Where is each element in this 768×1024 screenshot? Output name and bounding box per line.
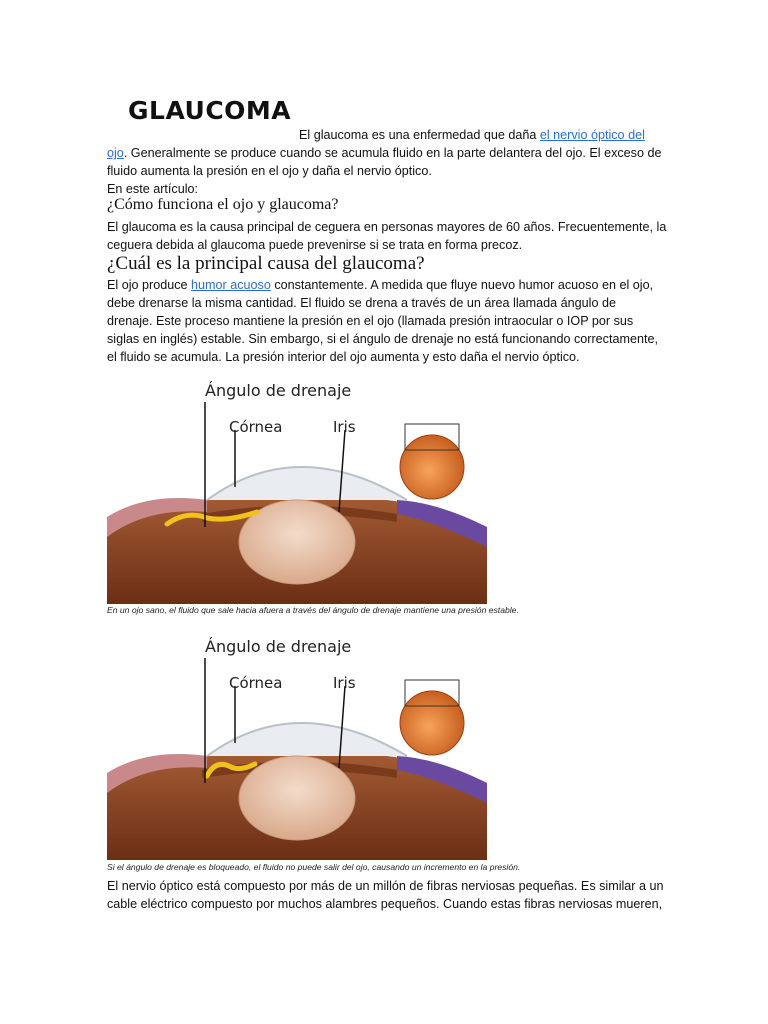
eye-illustration	[107, 372, 487, 604]
eye-link[interactable]: ojo	[107, 146, 124, 160]
label-cornea: Córnea	[229, 674, 283, 692]
aqueous-humor-link[interactable]: humor acuoso	[191, 278, 271, 292]
label-iris: Iris	[333, 674, 356, 692]
label-drainage-angle: Ángulo de drenaje	[205, 381, 352, 400]
optic-nerve-link[interactable]: el nervio óptico del	[539, 128, 645, 142]
intro-line-3: fluido aumenta la presión en el ojo y daña el nervio óptico.	[107, 164, 432, 178]
intro-text: El glaucoma es una enfermedad que daña	[299, 128, 540, 142]
label-iris: Iris	[333, 418, 356, 436]
section2-line-5: el fluido se acumula. La presión interior del ojo aumenta y esto daña el nervio óptico.	[107, 350, 580, 364]
eye-diagram-blocked	[107, 628, 487, 860]
section2-line-2: debe drenarse la misma cantidad. El fluido se drena a través de un área llamada ángulo de	[107, 296, 616, 310]
cornea-shape	[207, 467, 407, 500]
closing-line-2: cable eléctrico compuesto por muchos alambres pequeños. Cuando estas fibras nerviosas mueren,	[107, 897, 663, 911]
label-drainage-angle: Ángulo de drenaje	[205, 637, 352, 656]
section-heading-main-cause: ¿Cuál es la principal causa del glaucoma?	[107, 253, 425, 274]
page-title: GLAUCOMA	[128, 96, 292, 125]
section2-line-4: siglas en inglés) estable. Sin embargo, si el ángulo de drenaje no está funcionando correctamente,	[107, 332, 658, 346]
label-cornea: Córnea	[229, 418, 283, 436]
figure2-caption: Si el ángulo de drenaje es bloqueado, el fluido no puede salir del ojo, causando un incremento en la presión.	[107, 862, 521, 872]
section2-text: constantemente. A medida que fluye nuevo humor acuoso en el ojo,	[270, 278, 654, 292]
section2-line-1	[107, 276, 653, 294]
eye-illustration	[107, 628, 487, 860]
section2-text: El ojo produce	[107, 278, 192, 292]
in-this-article-label: En este artículo:	[107, 182, 199, 196]
section2-line-3: drenaje. Este proceso mantiene la presión en el ojo (llamada presión intraocular o IOP por sus	[107, 314, 634, 328]
intro-text: . Generalmente se produce cuando se acumula fluido en la parte delantera del ojo. El exceso de	[123, 146, 662, 160]
eyeball-inset	[400, 691, 464, 755]
section-heading-how-eye-works: ¿Cómo funciona el ojo y glaucoma?	[107, 196, 339, 213]
eyeball-inset	[400, 435, 464, 499]
section1-line-2: ceguera debida al glaucoma puede prevenirse si se trata en forma precoz.	[107, 238, 523, 252]
intro-line-1	[299, 126, 645, 144]
section1-line-1: El glaucoma es la causa principal de ceguera en personas mayores de 60 años. Frecuentemente, la	[107, 220, 667, 234]
lens-shape	[239, 756, 355, 840]
cornea-shape	[207, 723, 407, 756]
intro-line-2	[107, 144, 662, 162]
closing-line-1: El nervio óptico está compuesto por más de un millón de fibras nerviosas pequeñas. Es similar a un	[107, 879, 664, 893]
figure1-caption: En un ojo sano, el fluido que sale hacia afuera a través del ángulo de drenaje mantiene una presión estable.	[107, 605, 519, 615]
eye-diagram-healthy	[107, 372, 487, 604]
